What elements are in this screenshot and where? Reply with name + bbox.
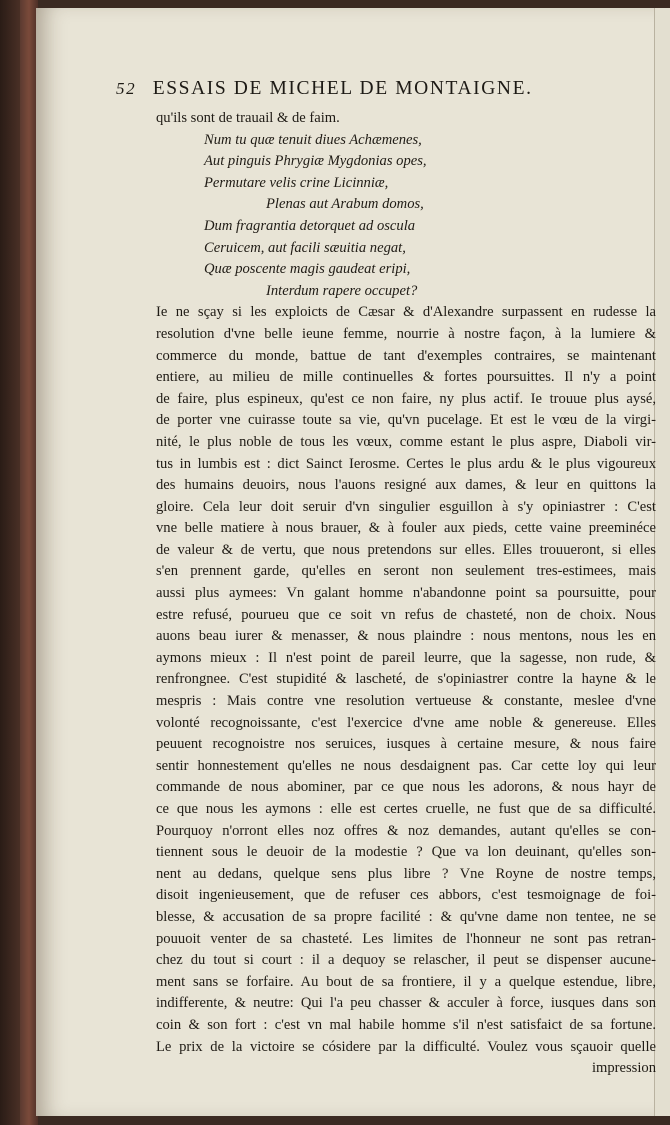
text-line: sentir honnestement qu'elles ne nous desdaignent pas. Car cette loy qui leur [156, 757, 656, 774]
text-line: auons beau iurer & menasser, & nous plaindre : nous mentons, nous les en [156, 628, 656, 645]
text-line: coin & son fort : c'est vn mal habile homme s'il n'est satisfaict de sa fortune. [156, 1016, 656, 1033]
text-line: gloire. Cela leur doit seruir d'vn singulier esguillon à s'y opiniastrer : C'est [156, 498, 656, 515]
text-line: nité, le plus noble de tous les vœux, comme estant le plus aspre, Diaboli vir- [156, 433, 656, 450]
text-line: tus in lumbis est : dict Sainct Ierosme. Certes le plus ardu & le plus vigoureux [156, 455, 656, 472]
next-page-edge [654, 8, 670, 1116]
text-line: de faire, plus espineux, qu'est ce non faire, ny plus actif. Ie trouue plus aysé, [156, 390, 656, 407]
verse-line: Quæ poscente magis gaudeat eripi, [204, 261, 411, 278]
text-line: des humains deuoirs, nous l'auons resigné aux dames, & leur en quittons la [156, 477, 656, 494]
text-line: nent au dedans, quelque sens plus libre ? Vne Royne de nostre temps, [156, 865, 656, 882]
verse-line: Ceruicem, aut facili sæuitia negat, [204, 239, 406, 256]
verse-line: Num tu quæ tenuit diues Achæmenes, [204, 131, 422, 148]
text-line: volonté recognoissante, c'est l'exercice d'vne ame noble & genereuse. Elles [156, 714, 656, 731]
running-header [116, 78, 596, 100]
text-line: peuuent recognoistre nos seruices, iusques à certaine mesure, & nous faire [156, 736, 656, 753]
page-number: 52 [116, 79, 137, 98]
text-line: pouuoit venter de sa chasteté. Les limites de l'honneur ne sont pas retran- [156, 930, 656, 947]
text-line: disoit ingenieusement, que de refuser ces abbors, c'est tesmoignage de foi- [156, 887, 656, 904]
text-line: renfrongnee. C'est stupidité & lascheté, de s'opiniastrer contre la hayne & le [156, 671, 656, 688]
text-line: de porter vne cuirasse toute sa vie, qu'vn pucelage. Et est le vœu de la virgi- [156, 412, 656, 429]
text-line: entiere, au milieu de mille continuelles & fortes poursuittes. Il n'y a point [156, 369, 656, 386]
text-line: commande de nous abominer, par ce que nous les adorons, & nous hayr de [156, 779, 656, 796]
text-line: chez du tout si court : il a dequoy se relascher, il peut se dispenser aucune- [156, 952, 656, 969]
text-line: Pourquoy n'orront elles noz offres & noz demandes, autant qu'elles se con- [156, 822, 656, 839]
text-line: estre refusé, pourueu que ce soit vn refus de chasteté, non de choix. Nous [156, 606, 656, 623]
text-line: resolution d'vne belle ieune femme, nourrie à nostre façon, à la lumiere & [156, 325, 656, 342]
verse-line: Permutare velis crine Licinniæ, [204, 174, 389, 191]
verse-line: Plenas aut Arabum domos, [266, 196, 424, 213]
text-line: tiennent sous le deuoir de la modestie ? Que va lon deuinant, qu'elles son- [156, 844, 656, 861]
text-line: ment sans se forfaire. Au bout de sa frontiere, il y a quelque estendue, libre, [156, 973, 656, 990]
body-text [156, 108, 656, 1080]
text-line: blesse, & accusation de sa propre facilité : & qu'vne dame non tentee, ne se [156, 908, 656, 925]
running-title: ESSAIS DE MICHEL DE MONTAIGNE. [152, 78, 533, 99]
text-line: Ie ne sçay si les exploicts de Cæsar & d'Alexandre surpassent en rudesse la [156, 304, 656, 321]
text-line: vne belle matiere à nous brauer, & à fouler aux pieds, cette vaine preeminéce [156, 520, 656, 537]
text-line: de valeur & de vertu, que nous pretendons sur elles. Elles trouueront, si elles [156, 541, 656, 558]
verse-line: Dum fragrantia detorquet ad oscula [204, 217, 416, 234]
text-line: indifferente, & neutre: Qui l'a peu chasser & acculer à force, iusques dans son [156, 995, 656, 1012]
text-line: ce que nous les aymons : elle est certes cruelle, ne fust que de sa difficulté. [156, 801, 656, 817]
text-line: qu'ils sont de trauail & de faim. [156, 110, 340, 126]
text-line: mespris : Mais contre vne resolution vertueuse & constante, meslee d'vne [156, 693, 656, 710]
text-line: s'en prennent garde, qu'elles en seront non seulement tres-estimees, mais [156, 563, 656, 580]
text-line: Le prix de la victoire se cósidere par la difficulté. Voulez vous sçauoir quelle [156, 1038, 656, 1055]
text-line: impression [591, 1060, 656, 1077]
text-line: aymons mieux : Il n'est point de pareil leurre, que la sagesse, non rude, & [156, 649, 656, 666]
verse-line: Interdum rapere occupet? [266, 282, 418, 299]
text-line: aussi plus aymees: Vn galant homme n'abandonne point sa poursuitte, pour [156, 585, 656, 602]
verse-line: Aut pinguis Phrygiæ Mygdonias opes, [204, 153, 427, 170]
text-line: commerce du monde, battue de tant d'exemples contraires, se maintenant [156, 347, 656, 364]
